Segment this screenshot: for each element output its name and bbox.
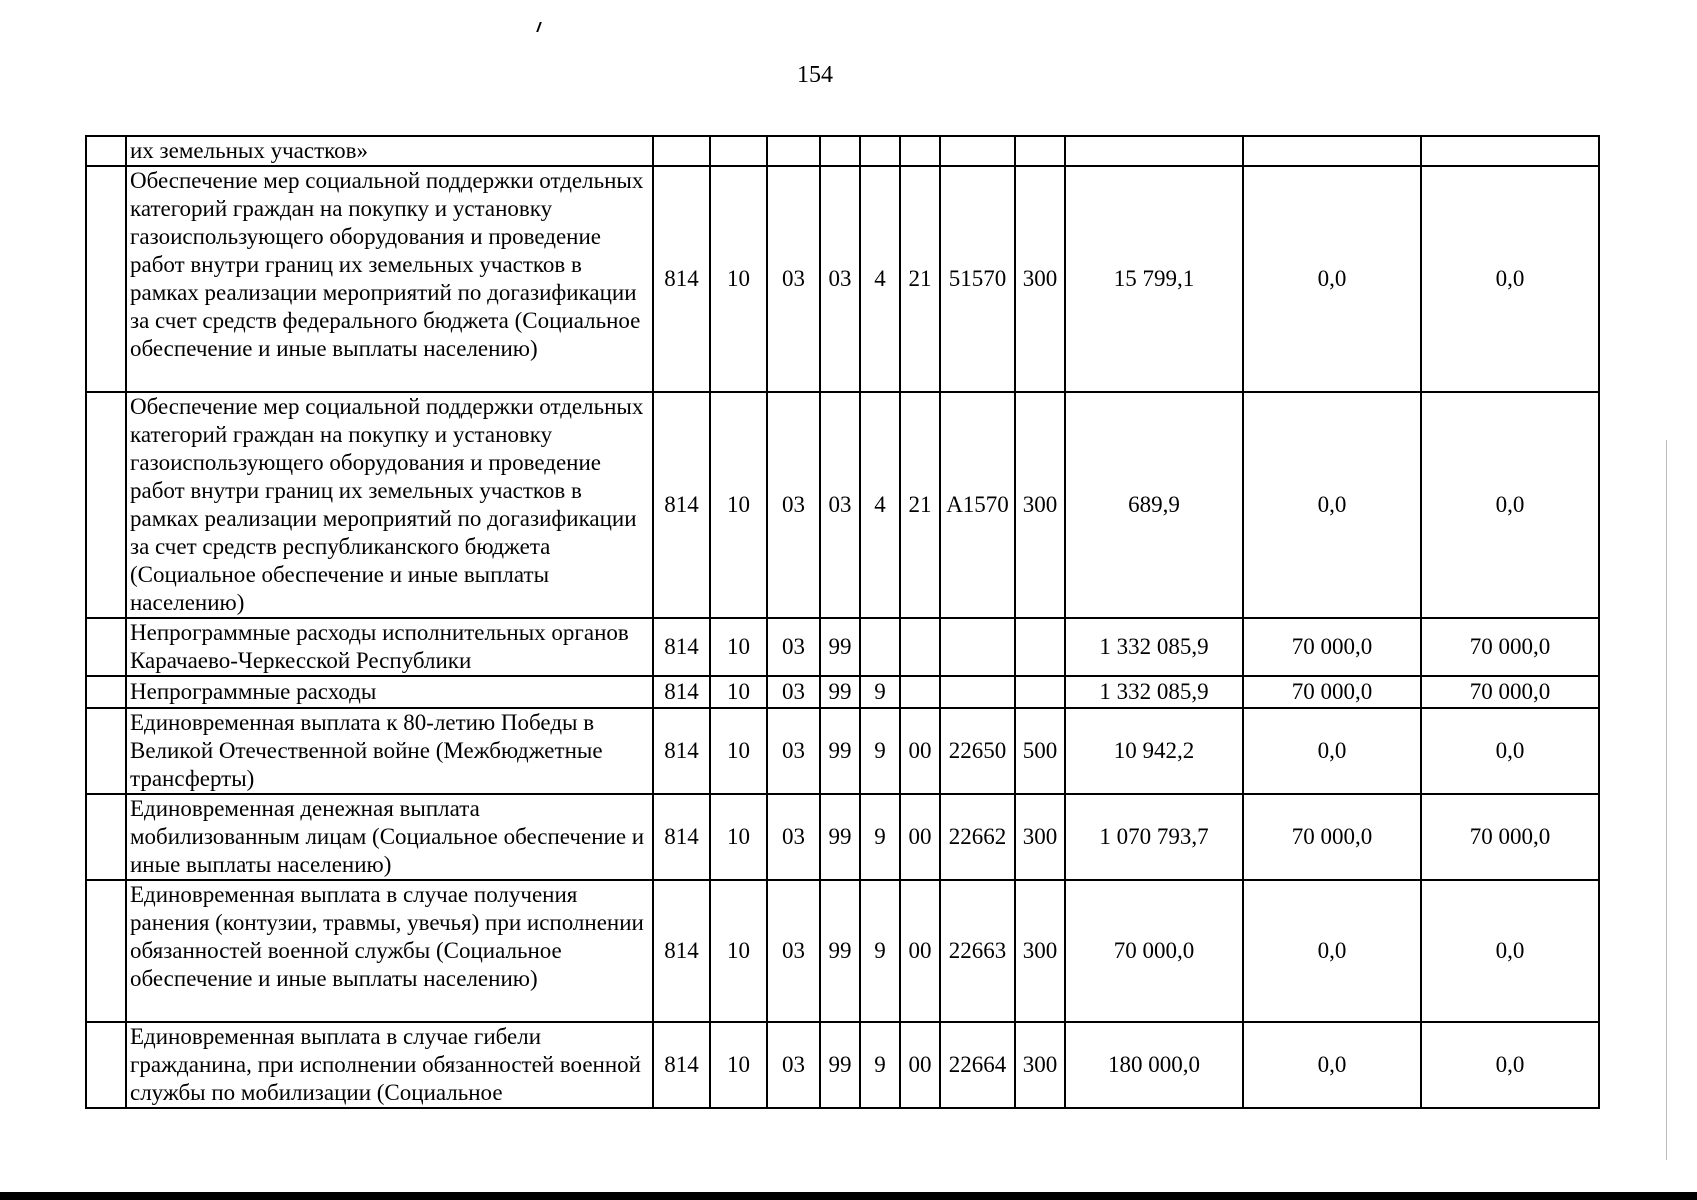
- cell-ministry: 814: [653, 676, 710, 708]
- cell-expense-type: [1015, 676, 1065, 708]
- cell-section: 10: [710, 618, 767, 676]
- row-name: Обеспечение мер социальной поддержки отдельных категорий граждан на покупку и установку газоиспользующего оборудования и проведение работ внутри границ их земельных участков в рамках реализации мероприятий по догазификации за счет средств федерального бюджета (Социальное обеспечение и иные выплаты населению): [126, 166, 653, 392]
- row-name: Единовременная выплата в случае гибели гражданина, при исполнении обязанностей военной службы по мобилизации (Социальное: [126, 1022, 653, 1108]
- cell-expense-type: 300: [1015, 1022, 1065, 1108]
- cell-amount-3: 0,0: [1421, 1022, 1599, 1108]
- cell-expense-type: 300: [1015, 392, 1065, 618]
- cell-program: [820, 136, 860, 166]
- row-name: Непрограммные расходы исполнительных органов Карачаево-Черкесской Республики: [126, 618, 653, 676]
- cell-direction: 22650: [940, 708, 1015, 794]
- cell-amount-2: 70 000,0: [1243, 618, 1421, 676]
- cell-type: 9: [860, 880, 900, 1022]
- cell-expense-type: [1015, 136, 1065, 166]
- cell-direction: [940, 136, 1015, 166]
- cell-amount-2: 0,0: [1243, 880, 1421, 1022]
- cell-amount-1: 1 070 793,7: [1065, 794, 1243, 880]
- cell-amount-1: 1 332 085,9: [1065, 676, 1243, 708]
- cell-program: 99: [820, 1022, 860, 1108]
- blank-cell: [86, 166, 126, 392]
- cell-direction: [940, 618, 1015, 676]
- budget-table: [85, 135, 1600, 1109]
- cell-expense-type: 300: [1015, 880, 1065, 1022]
- cell-section: [710, 136, 767, 166]
- cell-type: [860, 136, 900, 166]
- cell-item: 00: [900, 880, 940, 1022]
- cell-amount-3: 0,0: [1421, 880, 1599, 1022]
- blank-cell: [86, 676, 126, 708]
- cell-amount-1: 15 799,1: [1065, 166, 1243, 392]
- cell-ministry: [653, 136, 710, 166]
- cell-section: 10: [710, 1022, 767, 1108]
- cell-amount-2: 70 000,0: [1243, 676, 1421, 708]
- cell-expense-type: 300: [1015, 794, 1065, 880]
- cell-subsection: 03: [767, 618, 820, 676]
- blank-cell: [86, 794, 126, 880]
- cell-ministry: 814: [653, 1022, 710, 1108]
- row-name: Единовременная выплата в случае получения ранения (контузии, травмы, увечья) при исполнении обязанностей военной службы (Социальное обеспечение и иные выплаты населению): [126, 880, 653, 1022]
- cell-ministry: 814: [653, 618, 710, 676]
- cell-program: 03: [820, 166, 860, 392]
- table-row: [86, 136, 1599, 166]
- table-row: [86, 392, 1599, 618]
- cell-subsection: 03: [767, 392, 820, 618]
- row-name: их земельных участков»: [126, 136, 653, 166]
- blank-cell: [86, 1022, 126, 1108]
- cell-program: 99: [820, 794, 860, 880]
- table-row: [86, 166, 1599, 392]
- cell-program: 03: [820, 392, 860, 618]
- cell-type: 9: [860, 708, 900, 794]
- cell-amount-1: 70 000,0: [1065, 880, 1243, 1022]
- page-number: 154: [797, 62, 833, 88]
- cell-amount-1: [1065, 136, 1243, 166]
- cell-amount-3: [1421, 136, 1599, 166]
- cell-expense-type: 500: [1015, 708, 1065, 794]
- cell-section: 10: [710, 392, 767, 618]
- cell-ministry: 814: [653, 794, 710, 880]
- table-row: [86, 676, 1599, 708]
- cell-subsection: [767, 136, 820, 166]
- cell-amount-2: 0,0: [1243, 392, 1421, 618]
- cell-program: 99: [820, 618, 860, 676]
- cell-direction: [940, 676, 1015, 708]
- scan-mark: [536, 22, 542, 32]
- cell-type: 4: [860, 166, 900, 392]
- cell-amount-3: 0,0: [1421, 708, 1599, 794]
- cell-amount-3: 70 000,0: [1421, 794, 1599, 880]
- scan-bottom-edge: [0, 1192, 1697, 1200]
- cell-amount-1: 10 942,2: [1065, 708, 1243, 794]
- cell-subsection: 03: [767, 708, 820, 794]
- cell-subsection: 03: [767, 676, 820, 708]
- cell-amount-2: 70 000,0: [1243, 794, 1421, 880]
- cell-type: 9: [860, 1022, 900, 1108]
- cell-amount-3: 70 000,0: [1421, 676, 1599, 708]
- blank-cell: [86, 136, 126, 166]
- cell-amount-3: 0,0: [1421, 166, 1599, 392]
- cell-amount-1: 1 332 085,9: [1065, 618, 1243, 676]
- cell-section: 10: [710, 166, 767, 392]
- table-row: [86, 880, 1599, 1022]
- cell-subsection: 03: [767, 1022, 820, 1108]
- row-name: Непрограммные расходы: [126, 676, 653, 708]
- row-name: Единовременная денежная выплата мобилизованным лицам (Социальное обеспечение и иные выплаты населению): [126, 794, 653, 880]
- cell-type: 9: [860, 676, 900, 708]
- table-row: [86, 1022, 1599, 1108]
- cell-item: [900, 618, 940, 676]
- cell-program: 99: [820, 708, 860, 794]
- cell-section: 10: [710, 708, 767, 794]
- cell-amount-2: 0,0: [1243, 166, 1421, 392]
- cell-amount-1: 689,9: [1065, 392, 1243, 618]
- blank-cell: [86, 708, 126, 794]
- cell-item: 00: [900, 708, 940, 794]
- cell-subsection: 03: [767, 166, 820, 392]
- blank-cell: [86, 392, 126, 618]
- cell-direction: 51570: [940, 166, 1015, 392]
- cell-item: [900, 136, 940, 166]
- cell-ministry: 814: [653, 880, 710, 1022]
- cell-direction: А1570: [940, 392, 1015, 618]
- cell-section: 10: [710, 794, 767, 880]
- table-row: [86, 708, 1599, 794]
- table-row: [86, 794, 1599, 880]
- cell-type: 4: [860, 392, 900, 618]
- cell-item: 00: [900, 794, 940, 880]
- cell-ministry: 814: [653, 392, 710, 618]
- scan-margin-line: [1666, 440, 1667, 1160]
- cell-direction: 22662: [940, 794, 1015, 880]
- cell-item: 21: [900, 166, 940, 392]
- blank-cell: [86, 618, 126, 676]
- cell-direction: 22664: [940, 1022, 1015, 1108]
- cell-section: 10: [710, 676, 767, 708]
- cell-ministry: 814: [653, 708, 710, 794]
- cell-amount-2: 0,0: [1243, 708, 1421, 794]
- cell-section: 10: [710, 880, 767, 1022]
- cell-direction: 22663: [940, 880, 1015, 1022]
- cell-amount-2: 0,0: [1243, 1022, 1421, 1108]
- cell-program: 99: [820, 880, 860, 1022]
- table-row: [86, 618, 1599, 676]
- cell-type: 9: [860, 794, 900, 880]
- cell-amount-1: 180 000,0: [1065, 1022, 1243, 1108]
- cell-program: 99: [820, 676, 860, 708]
- row-name: Единовременная выплата к 80-летию Победы в Великой Отечественной войне (Межбюджетные трансферты): [126, 708, 653, 794]
- cell-ministry: 814: [653, 166, 710, 392]
- cell-item: 21: [900, 392, 940, 618]
- cell-amount-3: 0,0: [1421, 392, 1599, 618]
- cell-amount-3: 70 000,0: [1421, 618, 1599, 676]
- cell-item: 00: [900, 1022, 940, 1108]
- cell-amount-2: [1243, 136, 1421, 166]
- blank-cell: [86, 880, 126, 1022]
- cell-subsection: 03: [767, 880, 820, 1022]
- cell-expense-type: 300: [1015, 166, 1065, 392]
- cell-type: [860, 618, 900, 676]
- cell-expense-type: [1015, 618, 1065, 676]
- cell-item: [900, 676, 940, 708]
- row-name: Обеспечение мер социальной поддержки отдельных категорий граждан на покупку и установку газоиспользующего оборудования и проведение работ внутри границ их земельных участков в рамках реализации мероприятий по догазификации за счет средств республиканского бюджета (Социальное обеспечение и иные выплаты населению): [126, 392, 653, 618]
- cell-subsection: 03: [767, 794, 820, 880]
